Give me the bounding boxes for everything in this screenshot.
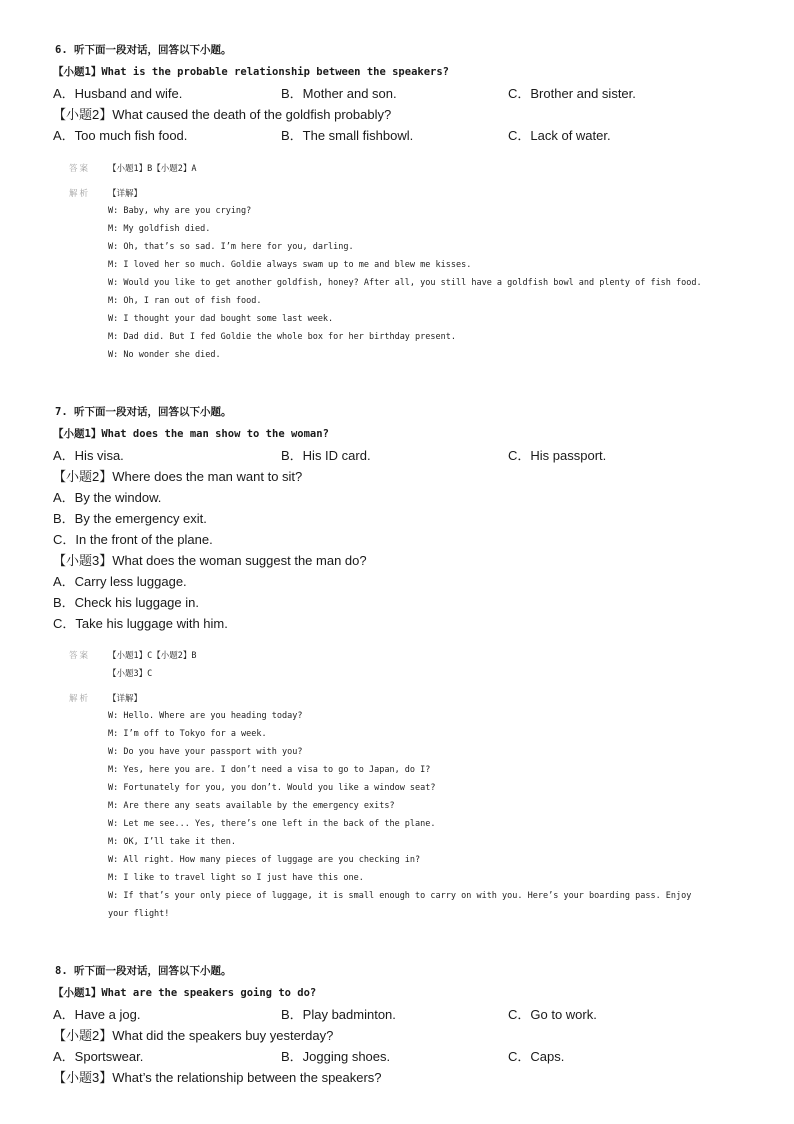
q6-sub1-question: 【小题1】What is the probable relationship between the speakers?	[53, 66, 450, 78]
q7-dialogue-line: M: OK, I’ll take it then.	[108, 837, 236, 847]
q8-sub1-option-a: A．Have a jog.	[53, 1007, 141, 1022]
q7-sub2-question: 【小题2】Where does the man want to sit?	[53, 469, 303, 484]
q6-sub1-option-b: B．Mother and son.	[281, 86, 397, 101]
q7-answer-label: 答案	[69, 651, 91, 661]
q7-sub3-question: 【小题3】What does the woman suggest the man do?	[53, 553, 367, 568]
q6-detail-heading: 【详解】	[108, 189, 143, 199]
q6-sub2-question: 【小题2】What caused the death of the goldfish probably?	[53, 107, 392, 122]
q6-answer: 【小题1】B【小题2】A	[108, 164, 197, 174]
q6-dialogue-line: W: Baby, why are you crying?	[108, 206, 252, 216]
q6-sub2-option-b: B．The small fishbowl.	[281, 128, 414, 143]
q7-sub3-option-b: B．Check his luggage in.	[53, 595, 199, 610]
q7-sub3-option-c: C．Take his luggage with him.	[53, 616, 228, 631]
q8-sub1-option-c: C．Go to work.	[508, 1007, 597, 1022]
q7-dialogue-line: M: Are there any seats available by the emergency exits?	[108, 801, 395, 811]
q6-dialogue-line: M: My goldfish died.	[108, 224, 211, 234]
q6-answer-label: 答案	[69, 164, 91, 174]
q6-dialogue-line: W: Would you like to get another goldfish, honey? After all, you still have a goldfish bowl and plenty of fish food.	[108, 278, 702, 288]
q6-analysis-label: 解析	[69, 189, 91, 199]
q6-sub2-option-c: C．Lack of water.	[508, 128, 611, 143]
q6-dialogue-line: M: Dad did. But I fed Goldie the whole box for her birthday present.	[108, 332, 456, 342]
q8-sub1-option-b: B．Play badminton.	[281, 1007, 396, 1022]
q7-sub2-option-c: C．In the front of the plane.	[53, 532, 213, 547]
q7-dialogue-line: W: Hello. Where are you heading today?	[108, 711, 303, 721]
q7-sub2-option-b: B．By the emergency exit.	[53, 511, 207, 526]
q7-analysis-label: 解析	[69, 694, 91, 704]
q8-sub2-option-a: A．Sportswear.	[53, 1049, 144, 1064]
q6-dialogue-line: W: I thought your dad bought some last week.	[108, 314, 334, 324]
q6-sub1-option-c: C．Brother and sister.	[508, 86, 636, 101]
q7-answer-line-1: 【小题1】C【小题2】B	[108, 651, 197, 661]
q7-dialogue-line: W: If that’s your only piece of luggage, it is small enough to carry on with you. Here’s your boarding pass. Enjoy	[108, 891, 692, 901]
q7-sub2-option-a: A．By the window.	[53, 490, 162, 505]
q7-dialogue-line: M: I’m off to Tokyo for a week.	[108, 729, 267, 739]
q6-sub1-option-a: A．Husband and wife.	[53, 86, 183, 101]
q8-sub1-question: 【小题1】What are the speakers going to do?	[53, 987, 317, 999]
q7-header: 7. 听下面一段对话，回答以下小题。	[55, 406, 232, 418]
q6-dialogue-line: M: I loved her so much. Goldie always swam up to me and blew me kisses.	[108, 260, 472, 270]
q7-dialogue-line: W: Do you have your passport with you?	[108, 747, 303, 757]
q7-answer-line-2: 【小题3】C	[108, 669, 153, 679]
q6-header: 6. 听下面一段对话，回答以下小题。	[55, 44, 232, 56]
q6-dialogue-line: M: Oh, I ran out of fish food.	[108, 296, 262, 306]
q7-dialogue-line: W: Let me see... Yes, there’s one left in the back of the plane.	[108, 819, 436, 829]
q6-dialogue-line: W: No wonder she died.	[108, 350, 221, 360]
q7-dialogue-line: M: I like to travel light so I just have this one.	[108, 873, 364, 883]
q7-sub3-option-a: A．Carry less luggage.	[53, 574, 187, 589]
q8-header: 8. 听下面一段对话，回答以下小题。	[55, 965, 232, 977]
q6-sub2-option-a: A．Too much fish food.	[53, 128, 188, 143]
q7-sub1-question: 【小题1】What does the man show to the woman?	[53, 428, 329, 440]
q7-sub1-option-b: B．His ID card.	[281, 448, 371, 463]
q6-dialogue-line: W: Oh, that’s so sad. I’m here for you, darling.	[108, 242, 354, 252]
q8-sub3-question: 【小题3】What’s the relationship between the speakers?	[53, 1070, 382, 1085]
q7-sub1-option-a: A．His visa.	[53, 448, 124, 463]
q7-dialogue-line: M: Yes, here you are. I don’t need a visa to go to Japan, do I?	[108, 765, 431, 775]
q7-dialogue-line: W: All right. How many pieces of luggage are you checking in?	[108, 855, 421, 865]
q8-sub2-option-c: C．Caps.	[508, 1049, 565, 1064]
q7-dialogue-line: your flight!	[108, 909, 170, 919]
q7-dialogue-line: W: Fortunately for you, you don’t. Would you like a window seat?	[108, 783, 436, 793]
q8-sub2-option-b: B．Jogging shoes.	[281, 1049, 391, 1064]
q7-detail-heading: 【详解】	[108, 694, 143, 704]
q8-sub2-question: 【小题2】What did the speakers buy yesterday?	[53, 1028, 334, 1043]
q7-sub1-option-c: C．His passport.	[508, 448, 607, 463]
